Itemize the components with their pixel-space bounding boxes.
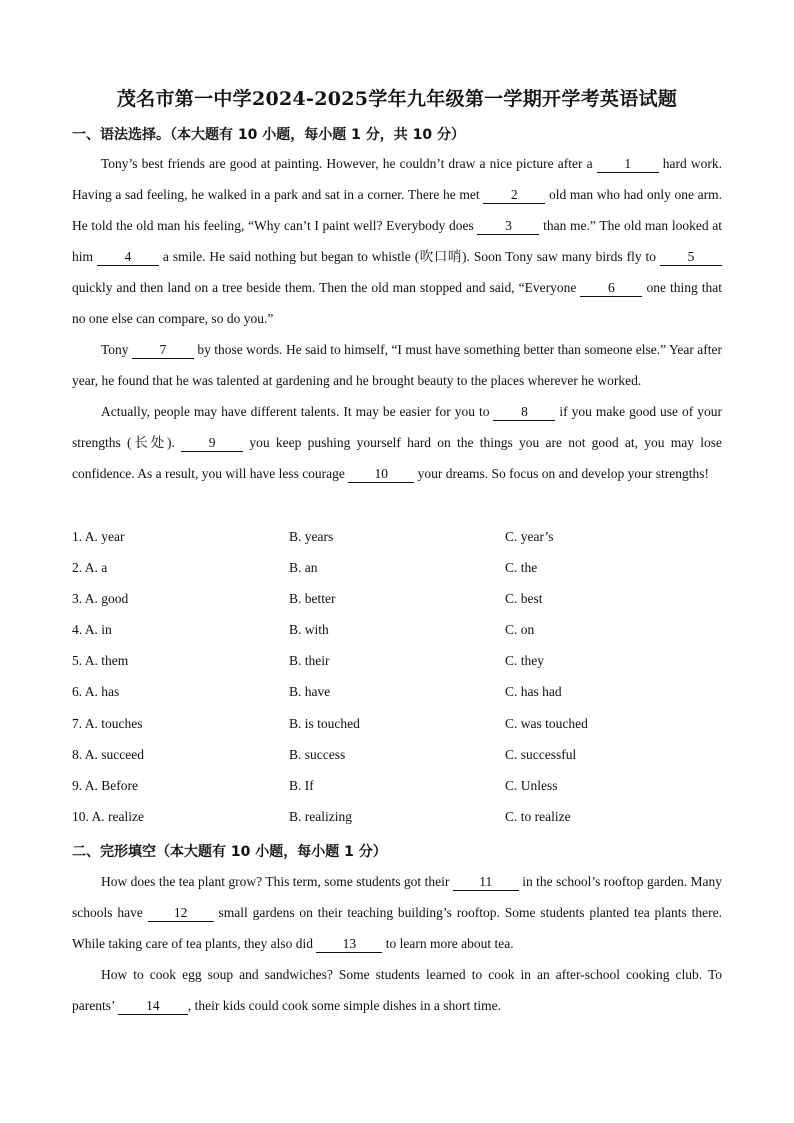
option-row-5 [72, 647, 722, 678]
option-row-4 [72, 616, 722, 647]
section-2-heading: 二、完形填空（本大题有 10 小题，每小题 1 分） [72, 844, 387, 860]
option-c[interactable]: C. the [505, 560, 538, 576]
section-2-passage [72, 866, 722, 1021]
blank-12[interactable]: 12 [148, 905, 214, 922]
option-c[interactable]: C. to realize [505, 808, 571, 824]
section-1-passage [72, 148, 722, 489]
passage-paragraph-4: How does the tea plant grow? This term, some students got their 11 in the school’s rooftop garden. Many schools have 12 small gardens on their teaching building’s rooftop. Some students planted tea plants there. While taking care of tea plants, they also did 13 to learn more about tea. [72, 874, 722, 951]
option-row-10 [72, 803, 722, 834]
blank-6[interactable]: 6 [580, 280, 642, 297]
option-row-9 [72, 772, 722, 803]
blank-3[interactable]: 3 [477, 218, 539, 235]
passage-paragraph-2: Tony 7 by those words. He said to himself, “I must have something better than someone else.” Year after year, he found that he was talented at gardening and he brought beauty to the places wherever he worked. [72, 342, 722, 388]
option-row-6 [72, 678, 722, 709]
option-a[interactable]: 10. A. realize [72, 808, 144, 824]
page-title: 茂名市第一中学2024-2025学年九年级第一学期开学考英语试题 [116, 88, 678, 110]
option-c[interactable]: C. year’s [505, 529, 554, 544]
passage-paragraph-5: How to cook egg soup and sandwiches? Some students learned to cook in an after-school cooking club. To parents’ 14 , their kids could cook some simple dishes in a short time. [72, 967, 722, 1013]
option-a[interactable]: 6. A. has [72, 684, 120, 700]
blank-7[interactable]: 7 [132, 342, 194, 359]
option-row-8 [72, 741, 722, 772]
blank-10[interactable]: 10 [348, 466, 414, 483]
option-a[interactable]: 1. A. year [72, 529, 125, 544]
option-row-3 [72, 585, 722, 616]
option-c[interactable]: C. best [505, 591, 543, 607]
option-b[interactable]: B. their [289, 653, 330, 669]
blank-9[interactable]: 9 [181, 435, 243, 452]
blank-5[interactable]: 5 [660, 249, 722, 266]
blank-2[interactable]: 2 [483, 187, 545, 204]
option-b[interactable]: B. success [289, 746, 346, 762]
option-b[interactable]: B. is touched [289, 715, 360, 731]
option-a[interactable]: 7. A. touches [72, 715, 143, 731]
option-row-1 [72, 523, 722, 554]
option-c[interactable]: C. they [505, 653, 544, 669]
passage-paragraph-1: Tony’s best friends are good at painting. However, he couldn’t draw a nice picture after a 1 hard work. Having a sad feeling, he walked in a park and sat in a corner. There he met 2 old man who had only one arm. He told the old man his feeling, “Why can’t I paint well? Everybody does 3 than me.” The old man looked at him 4 a smile. He said nothing but began to whistle (吹口哨). Soon Tony saw many birds fly to 5 quickly and then land on a tree beside them. Then the old man stopped and said, “Everyone 6 one thing that no one else can compare, so do you.” [72, 156, 722, 326]
option-c[interactable]: C. was touched [505, 715, 588, 731]
option-c[interactable]: C. on [505, 622, 535, 638]
answer-options [72, 523, 722, 834]
blank-14[interactable]: 14 [118, 998, 188, 1015]
option-a[interactable]: 4. A. in [72, 622, 112, 638]
option-b[interactable]: B. with [289, 622, 329, 638]
option-a[interactable]: 3. A. good [72, 591, 129, 607]
option-a[interactable]: 8. A. succeed [72, 746, 144, 762]
option-b[interactable]: B. If [289, 777, 314, 793]
blank-11[interactable]: 11 [453, 874, 519, 891]
blank-13[interactable]: 13 [316, 936, 382, 953]
option-row-2 [72, 554, 722, 585]
option-b[interactable]: B. an [289, 560, 318, 576]
option-row-7 [72, 710, 722, 741]
option-b[interactable]: B. have [289, 684, 331, 700]
blank-8[interactable]: 8 [493, 404, 555, 421]
blank-4[interactable]: 4 [97, 249, 159, 266]
option-b[interactable]: B. years [289, 529, 334, 544]
option-a[interactable]: 9. A. Before [72, 777, 138, 793]
option-c[interactable]: C. has had [505, 684, 562, 700]
option-b[interactable]: B. better [289, 591, 336, 607]
passage-paragraph-3: Actually, people may have different talents. It may be easier for you to 8 if you make good use of your strengths (长处). 9 you keep pushing yourself hard on the things you are not good at, you may lose confidence. As a result, you will have less courage 10 your dreams. So focus on and develop your strengths! [72, 404, 722, 481]
option-a[interactable]: 5. A. them [72, 653, 129, 669]
option-c[interactable]: C. successful [505, 746, 577, 762]
blank-1[interactable]: 1 [597, 156, 659, 173]
option-c[interactable]: C. Unless [505, 777, 558, 793]
section-1-heading: 一、语法选择。（本大题有 10 小题，每小题 1 分，共 10 分） [72, 127, 465, 143]
option-b[interactable]: B. realizing [289, 808, 352, 824]
option-a[interactable]: 2. A. a [72, 560, 108, 576]
